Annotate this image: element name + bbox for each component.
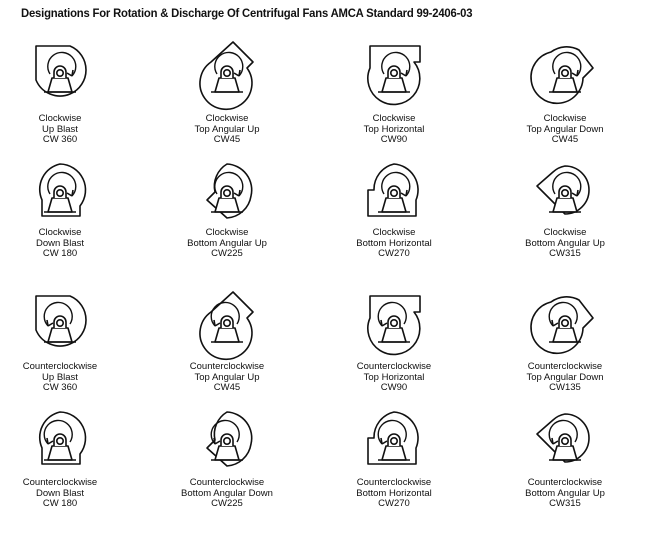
fan-designation-cell bbox=[167, 408, 287, 530]
discharge-label: Top Horizontal bbox=[363, 123, 425, 135]
designation-code: CW45 bbox=[213, 382, 241, 393]
fan-designation-caption bbox=[334, 478, 454, 510]
fan-designation-cell bbox=[334, 408, 454, 530]
rotation-label: Counterclockwise bbox=[527, 361, 603, 372]
fan-designation-caption bbox=[505, 228, 625, 260]
arrowhead-icon bbox=[214, 438, 220, 444]
fan-top-angular-up-icon bbox=[197, 40, 257, 100]
arrowhead-icon bbox=[552, 320, 558, 326]
discharge-label: Top Angular Up bbox=[194, 371, 260, 383]
designation-code: CW 180 bbox=[42, 498, 78, 509]
rotation-label: Counterclockwise bbox=[22, 361, 98, 372]
fan-down-blast-icon bbox=[30, 160, 90, 220]
fan-designation-caption bbox=[0, 362, 120, 394]
discharge-label: Up Blast bbox=[42, 123, 78, 135]
fan-designation-cell bbox=[167, 290, 287, 412]
fan-designation-cell bbox=[334, 40, 454, 162]
fan-up-blast-icon bbox=[30, 40, 90, 100]
rotation-label: Clockwise bbox=[205, 227, 249, 238]
discharge-label: Down Blast bbox=[35, 237, 85, 249]
arrowhead-icon bbox=[401, 190, 407, 196]
fan-designation-cell bbox=[0, 160, 120, 282]
arrowhead-icon bbox=[214, 320, 220, 326]
fan-bottom-angular-up-icon bbox=[535, 408, 595, 468]
rotation-label: Counterclockwise bbox=[22, 477, 98, 488]
arrowhead-icon bbox=[47, 320, 53, 326]
fan-designation-cell bbox=[334, 160, 454, 282]
rotation-label: Counterclockwise bbox=[356, 361, 432, 372]
arrowhead-icon bbox=[47, 438, 53, 444]
fan-designation-cell bbox=[167, 40, 287, 162]
rotation-label: Clockwise bbox=[38, 227, 82, 238]
designation-code: CW315 bbox=[549, 498, 581, 509]
fan-top-horizontal-icon bbox=[364, 40, 424, 100]
fan-designation-cell bbox=[0, 40, 120, 162]
arrowhead-icon bbox=[234, 70, 240, 76]
fan-designation-cell bbox=[505, 290, 625, 412]
arrowhead-icon bbox=[67, 70, 73, 76]
fan-designation-cell bbox=[0, 290, 120, 412]
arrowhead-icon bbox=[234, 190, 240, 196]
page-title: Designations For Rotation & Discharge Of Centrifugal Fans AMCA Standard 99-2406-03 bbox=[21, 6, 473, 20]
arrowhead-icon bbox=[401, 70, 407, 76]
fan-designation-caption bbox=[0, 478, 120, 510]
discharge-label: Bottom Angular Up bbox=[525, 487, 605, 499]
fan-bottom-angular-icon bbox=[197, 408, 257, 468]
rotation-label: Counterclockwise bbox=[356, 477, 432, 488]
fan-designation-caption bbox=[505, 478, 625, 510]
fan-designation-caption bbox=[505, 114, 625, 146]
arrowhead-icon bbox=[381, 438, 387, 444]
fan-top-horizontal-icon bbox=[364, 290, 424, 350]
discharge-label: Down Blast bbox=[35, 487, 85, 499]
arrowhead-icon bbox=[381, 320, 387, 326]
fan-up-blast-icon bbox=[30, 290, 90, 350]
discharge-label: Bottom Horizontal bbox=[356, 487, 432, 499]
rotation-label: Clockwise bbox=[372, 113, 416, 124]
designation-code: CW270 bbox=[378, 248, 410, 259]
rotation-label: Counterclockwise bbox=[527, 477, 603, 488]
discharge-label: Bottom Angular Down bbox=[181, 487, 273, 499]
fan-designation-caption bbox=[167, 362, 287, 394]
fan-designation-cell bbox=[505, 160, 625, 282]
designation-code: CW 360 bbox=[42, 382, 78, 393]
rotation-label: Clockwise bbox=[38, 113, 82, 124]
fan-designation-caption bbox=[334, 228, 454, 260]
fan-bottom-angular-icon bbox=[197, 160, 257, 220]
rotation-label: Counterclockwise bbox=[189, 361, 265, 372]
fan-designation-cell bbox=[505, 40, 625, 162]
discharge-label: Top Horizontal bbox=[363, 371, 425, 383]
discharge-label: Bottom Angular Up bbox=[187, 237, 267, 249]
discharge-label: Bottom Horizontal bbox=[356, 237, 432, 249]
fan-designation-caption bbox=[167, 478, 287, 510]
fan-bottom-horizontal-icon bbox=[364, 408, 424, 468]
fan-designation-caption bbox=[334, 362, 454, 394]
arrowhead-icon bbox=[67, 190, 73, 196]
rotation-label: Clockwise bbox=[372, 227, 416, 238]
designation-code: CW 180 bbox=[42, 248, 78, 259]
discharge-label: Top Angular Up bbox=[194, 123, 260, 135]
fan-top-angular-down-icon bbox=[535, 290, 595, 350]
fan-top-angular-up-icon bbox=[197, 290, 257, 350]
designation-code: CW135 bbox=[549, 382, 581, 393]
discharge-label: Top Angular Down bbox=[526, 371, 604, 383]
discharge-label: Top Angular Down bbox=[526, 123, 604, 135]
fan-designation-cell bbox=[0, 408, 120, 530]
fan-designation-caption bbox=[0, 228, 120, 260]
designation-code: CW225 bbox=[211, 248, 243, 259]
designation-code: CW90 bbox=[380, 382, 408, 393]
fan-designation-caption bbox=[505, 362, 625, 394]
designation-code: CW225 bbox=[211, 498, 243, 509]
fan-designation-cell bbox=[505, 408, 625, 530]
fan-designation-caption bbox=[167, 114, 287, 146]
fan-bottom-horizontal-icon bbox=[364, 160, 424, 220]
designation-code: CW270 bbox=[378, 498, 410, 509]
discharge-label: Up Blast bbox=[42, 371, 78, 383]
discharge-label: Bottom Angular Up bbox=[525, 237, 605, 249]
fan-designation-caption bbox=[334, 114, 454, 146]
designation-code: CW45 bbox=[551, 134, 579, 145]
designation-code: CW 360 bbox=[42, 134, 78, 145]
arrowhead-icon bbox=[552, 438, 558, 444]
designation-code: CW315 bbox=[549, 248, 581, 259]
fan-designation-caption bbox=[167, 228, 287, 260]
arrowhead-icon bbox=[572, 70, 578, 76]
fan-down-blast-icon bbox=[30, 408, 90, 468]
arrowhead-icon bbox=[572, 190, 578, 196]
rotation-label: Counterclockwise bbox=[189, 477, 265, 488]
rotation-label: Clockwise bbox=[543, 227, 587, 238]
designation-code: CW90 bbox=[380, 134, 408, 145]
fan-bottom-angular-up-icon bbox=[535, 160, 595, 220]
fan-designation-cell bbox=[167, 160, 287, 282]
rotation-label: Clockwise bbox=[205, 113, 249, 124]
rotation-label: Clockwise bbox=[543, 113, 587, 124]
fan-designation-caption bbox=[0, 114, 120, 146]
designation-code: CW45 bbox=[213, 134, 241, 145]
fan-designation-cell bbox=[334, 290, 454, 412]
fan-top-angular-down-icon bbox=[535, 40, 595, 100]
